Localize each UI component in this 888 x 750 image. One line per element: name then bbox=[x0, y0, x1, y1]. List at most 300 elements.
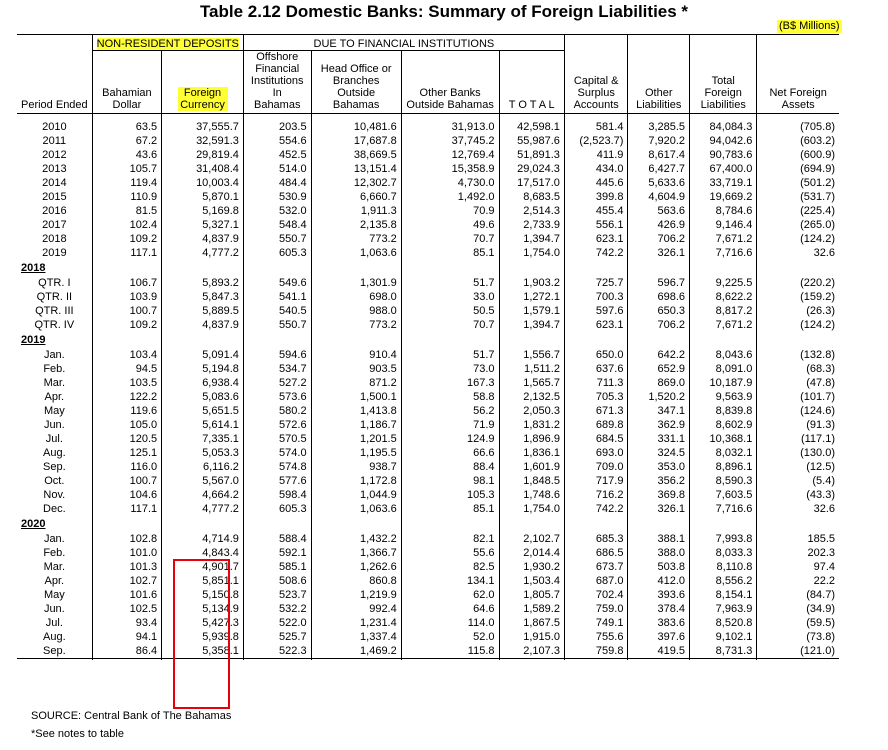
value-cell: 326.1 bbox=[628, 502, 690, 516]
value-cell: 5,427.3 bbox=[162, 616, 244, 630]
value-cell: 4,901.7 bbox=[162, 560, 244, 574]
value-cell: 94.5 bbox=[92, 362, 161, 376]
table-row bbox=[17, 348, 839, 362]
value-cell: 116.0 bbox=[92, 460, 161, 474]
table-row bbox=[17, 616, 839, 630]
value-cell: 105.3 bbox=[401, 488, 499, 502]
value-cell: 167.3 bbox=[401, 376, 499, 390]
value-cell: 388.1 bbox=[628, 532, 690, 546]
value-cell: (225.4) bbox=[757, 204, 839, 218]
value-cell: 67,400.0 bbox=[690, 162, 757, 176]
table-row bbox=[17, 390, 839, 404]
value-cell: 362.9 bbox=[628, 418, 690, 432]
period-cell: 2011 bbox=[42, 135, 67, 147]
value-cell: 86.4 bbox=[92, 644, 161, 659]
value-cell: 120.5 bbox=[92, 432, 161, 446]
value-cell: 97.4 bbox=[757, 560, 839, 574]
value-cell: 684.5 bbox=[564, 432, 628, 446]
value-cell: 29,024.3 bbox=[499, 162, 564, 176]
value-cell: 860.8 bbox=[311, 574, 401, 588]
value-cell: 5,614.1 bbox=[162, 418, 244, 432]
period-cell: QTR. IV bbox=[34, 319, 75, 331]
col-header: Net Foreign Assets bbox=[757, 51, 839, 114]
value-cell: 102.7 bbox=[92, 574, 161, 588]
value-cell: 8,556.2 bbox=[690, 574, 757, 588]
value-cell: 49.6 bbox=[401, 218, 499, 232]
value-cell: 7,671.2 bbox=[690, 232, 757, 246]
value-cell: 1,579.1 bbox=[499, 304, 564, 318]
period-cell: May bbox=[43, 589, 65, 601]
value-cell: 1,231.4 bbox=[311, 616, 401, 630]
value-cell: 33,719.1 bbox=[690, 176, 757, 190]
value-cell: 51.7 bbox=[401, 348, 499, 362]
value-cell: 12,769.4 bbox=[401, 148, 499, 162]
value-cell: 7,963.9 bbox=[690, 602, 757, 616]
value-cell: 650.3 bbox=[628, 304, 690, 318]
value-cell: 5,567.0 bbox=[162, 474, 244, 488]
value-cell: 8,032.1 bbox=[690, 446, 757, 460]
value-cell: 8,839.8 bbox=[690, 404, 757, 418]
value-cell: (101.7) bbox=[757, 390, 839, 404]
value-cell: 550.7 bbox=[243, 232, 311, 246]
group-header-nonresident: NON-RESIDENT DEPOSITS bbox=[96, 38, 239, 50]
value-cell: 1,915.0 bbox=[499, 630, 564, 644]
value-cell: 4,714.9 bbox=[162, 532, 244, 546]
value-cell: 7,993.8 bbox=[690, 532, 757, 546]
period-cell: Nov. bbox=[43, 489, 66, 501]
value-cell: 32,591.3 bbox=[162, 134, 244, 148]
value-cell: 702.4 bbox=[564, 588, 628, 602]
section-label: 2019 bbox=[21, 334, 46, 346]
value-cell: 426.9 bbox=[628, 218, 690, 232]
table-body bbox=[17, 120, 839, 660]
period-cell: 2016 bbox=[42, 205, 67, 217]
table-row bbox=[17, 602, 839, 616]
table-row bbox=[17, 232, 839, 246]
value-cell: 1,492.0 bbox=[401, 190, 499, 204]
value-cell: 1,394.7 bbox=[499, 232, 564, 246]
value-cell: 5,633.6 bbox=[628, 176, 690, 190]
value-cell: 514.0 bbox=[243, 162, 311, 176]
value-cell: (43.3) bbox=[757, 488, 839, 502]
col-header: T O T A L bbox=[499, 51, 564, 114]
value-cell: 31,408.4 bbox=[162, 162, 244, 176]
value-cell: 8,091.0 bbox=[690, 362, 757, 376]
table-row bbox=[17, 502, 839, 516]
value-cell: 1,848.5 bbox=[499, 474, 564, 488]
value-cell: 605.3 bbox=[243, 246, 311, 260]
value-cell: 94.1 bbox=[92, 630, 161, 644]
value-cell: 378.4 bbox=[628, 602, 690, 616]
table-row bbox=[17, 362, 839, 376]
period-cell: 2019 bbox=[42, 247, 67, 259]
value-cell: 717.9 bbox=[564, 474, 628, 488]
value-cell: 383.6 bbox=[628, 616, 690, 630]
value-cell: 705.3 bbox=[564, 390, 628, 404]
value-cell: 650.0 bbox=[564, 348, 628, 362]
value-cell: 1,366.7 bbox=[311, 546, 401, 560]
value-cell: 1,903.2 bbox=[499, 276, 564, 290]
value-cell: 29,819.4 bbox=[162, 148, 244, 162]
table-row bbox=[17, 190, 839, 204]
value-cell: 32.6 bbox=[757, 246, 839, 260]
value-cell: 203.5 bbox=[243, 120, 311, 134]
table-row bbox=[17, 446, 839, 460]
period-cell: Sep. bbox=[43, 461, 66, 473]
table-row bbox=[17, 276, 839, 290]
value-cell: 759.0 bbox=[564, 602, 628, 616]
value-cell: (124.2) bbox=[757, 232, 839, 246]
period-cell: 2012 bbox=[42, 149, 67, 161]
value-cell: 5,169.8 bbox=[162, 204, 244, 218]
value-cell: 525.7 bbox=[243, 630, 311, 644]
value-cell: (130.0) bbox=[757, 446, 839, 460]
table-row bbox=[17, 304, 839, 318]
value-cell: 871.2 bbox=[311, 376, 401, 390]
value-cell: 90,783.6 bbox=[690, 148, 757, 162]
value-cell: (265.0) bbox=[757, 218, 839, 232]
value-cell: 5,358.1 bbox=[162, 644, 244, 659]
period-cell: Jul. bbox=[45, 433, 63, 445]
value-cell: 508.6 bbox=[243, 574, 311, 588]
period-cell: Feb. bbox=[43, 363, 66, 375]
value-cell: 2,132.5 bbox=[499, 390, 564, 404]
value-cell: 698.6 bbox=[628, 290, 690, 304]
value-cell: 1,413.8 bbox=[311, 404, 401, 418]
value-cell: 687.0 bbox=[564, 574, 628, 588]
value-cell: 903.5 bbox=[311, 362, 401, 376]
value-cell: 570.5 bbox=[243, 432, 311, 446]
value-cell: 17,687.8 bbox=[311, 134, 401, 148]
value-cell: 8,154.1 bbox=[690, 588, 757, 602]
value-cell: 102.4 bbox=[92, 218, 161, 232]
table-row bbox=[17, 644, 839, 659]
value-cell: 106.7 bbox=[92, 276, 161, 290]
value-cell: 7,335.1 bbox=[162, 432, 244, 446]
value-cell: (59.5) bbox=[757, 616, 839, 630]
value-cell: 1,754.0 bbox=[499, 246, 564, 260]
period-cell: Mar. bbox=[43, 377, 66, 389]
period-cell: Aug. bbox=[43, 447, 66, 459]
table-title: Table 2.12 Domestic Banks: Summary of Foreign Liabilities * bbox=[199, 2, 689, 21]
value-cell: 598.4 bbox=[243, 488, 311, 502]
value-cell: 393.6 bbox=[628, 588, 690, 602]
value-cell: 588.4 bbox=[243, 532, 311, 546]
value-cell: 689.8 bbox=[564, 418, 628, 432]
col-header: Period Ended bbox=[17, 51, 92, 114]
value-cell: 755.6 bbox=[564, 630, 628, 644]
col-header: Offshore Financial Institutions In Bahamas bbox=[243, 51, 311, 114]
value-cell: 1,867.5 bbox=[499, 616, 564, 630]
value-cell: 58.8 bbox=[401, 390, 499, 404]
period-cell: Oct. bbox=[44, 475, 65, 487]
value-cell: (34.9) bbox=[757, 602, 839, 616]
value-cell: 1,500.1 bbox=[311, 390, 401, 404]
value-cell: 50.5 bbox=[401, 304, 499, 318]
value-cell: 5,651.5 bbox=[162, 404, 244, 418]
value-cell: 2,514.3 bbox=[499, 204, 564, 218]
value-cell: 66.6 bbox=[401, 446, 499, 460]
table-row bbox=[17, 560, 839, 574]
value-cell: (531.7) bbox=[757, 190, 839, 204]
value-cell: 37,745.2 bbox=[401, 134, 499, 148]
header-group-row bbox=[17, 35, 839, 51]
value-cell: 988.0 bbox=[311, 304, 401, 318]
value-cell: 326.1 bbox=[628, 246, 690, 260]
value-cell: 93.4 bbox=[92, 616, 161, 630]
value-cell: 434.0 bbox=[564, 162, 628, 176]
value-cell: 455.4 bbox=[564, 204, 628, 218]
period-cell: Feb. bbox=[43, 547, 66, 559]
period-cell: Apr. bbox=[44, 575, 65, 587]
value-cell: 1,911.3 bbox=[311, 204, 401, 218]
value-cell: 399.8 bbox=[564, 190, 628, 204]
value-cell: 2,733.9 bbox=[499, 218, 564, 232]
value-cell: 563.6 bbox=[628, 204, 690, 218]
value-cell: 572.6 bbox=[243, 418, 311, 432]
value-cell: 759.8 bbox=[564, 644, 628, 659]
value-cell: (91.3) bbox=[757, 418, 839, 432]
period-cell: Jan. bbox=[43, 533, 65, 545]
table-row bbox=[17, 218, 839, 232]
value-cell: 9,102.1 bbox=[690, 630, 757, 644]
value-cell: 1,896.9 bbox=[499, 432, 564, 446]
value-cell: 706.2 bbox=[628, 232, 690, 246]
value-cell: 7,716.6 bbox=[690, 502, 757, 516]
period-cell: Sep. bbox=[43, 645, 66, 657]
table-end-row bbox=[17, 659, 839, 661]
value-cell: 530.9 bbox=[243, 190, 311, 204]
value-cell: 773.2 bbox=[311, 318, 401, 332]
value-cell: 2,102.7 bbox=[499, 532, 564, 546]
value-cell: 585.1 bbox=[243, 560, 311, 574]
section-header-row bbox=[17, 332, 839, 348]
value-cell: 1,394.7 bbox=[499, 318, 564, 332]
value-cell: 1,930.2 bbox=[499, 560, 564, 574]
value-cell: 5,053.3 bbox=[162, 446, 244, 460]
value-cell: 1,172.8 bbox=[311, 474, 401, 488]
value-cell: 125.1 bbox=[92, 446, 161, 460]
value-cell: 70.7 bbox=[401, 318, 499, 332]
value-cell: 10,368.1 bbox=[690, 432, 757, 446]
value-cell: 541.1 bbox=[243, 290, 311, 304]
value-cell: (12.5) bbox=[757, 460, 839, 474]
value-cell: 10,481.6 bbox=[311, 120, 401, 134]
table-row bbox=[17, 546, 839, 560]
table-row bbox=[17, 120, 839, 134]
value-cell: 9,146.4 bbox=[690, 218, 757, 232]
value-cell: 119.6 bbox=[92, 404, 161, 418]
value-cell: 594.6 bbox=[243, 348, 311, 362]
value-cell: (5.4) bbox=[757, 474, 839, 488]
value-cell: 8,033.3 bbox=[690, 546, 757, 560]
section-label: 2018 bbox=[21, 262, 46, 274]
value-cell: 445.6 bbox=[564, 176, 628, 190]
value-cell: 6,938.4 bbox=[162, 376, 244, 390]
table-row bbox=[17, 488, 839, 502]
value-cell: 534.7 bbox=[243, 362, 311, 376]
value-cell: 42,598.1 bbox=[499, 120, 564, 134]
value-cell: 1,469.2 bbox=[311, 644, 401, 659]
value-cell: 8,683.5 bbox=[499, 190, 564, 204]
table-row bbox=[17, 376, 839, 390]
value-cell: (159.2) bbox=[757, 290, 839, 304]
value-cell: 773.2 bbox=[311, 232, 401, 246]
value-cell: 742.2 bbox=[564, 246, 628, 260]
value-cell: (68.3) bbox=[757, 362, 839, 376]
value-cell: 15,358.9 bbox=[401, 162, 499, 176]
value-cell: 6,116.2 bbox=[162, 460, 244, 474]
value-cell: 88.4 bbox=[401, 460, 499, 474]
value-cell: 527.2 bbox=[243, 376, 311, 390]
value-cell: 56.2 bbox=[401, 404, 499, 418]
value-cell: 5,091.4 bbox=[162, 348, 244, 362]
value-cell: 1,748.6 bbox=[499, 488, 564, 502]
col-header: Bahamian Dollar bbox=[92, 51, 161, 114]
value-cell: 202.3 bbox=[757, 546, 839, 560]
section-header-row bbox=[17, 260, 839, 276]
value-cell: 549.6 bbox=[243, 276, 311, 290]
value-cell: (47.8) bbox=[757, 376, 839, 390]
value-cell: (121.0) bbox=[757, 644, 839, 659]
col-header: Total Foreign Liabilities bbox=[690, 51, 757, 114]
value-cell: 8,602.9 bbox=[690, 418, 757, 432]
value-cell: 1,601.9 bbox=[499, 460, 564, 474]
table-row bbox=[17, 176, 839, 190]
value-cell: 592.1 bbox=[243, 546, 311, 560]
table-row bbox=[17, 432, 839, 446]
value-cell: 103.9 bbox=[92, 290, 161, 304]
value-cell: 85.1 bbox=[401, 502, 499, 516]
value-cell: 1,754.0 bbox=[499, 502, 564, 516]
value-cell: 331.1 bbox=[628, 432, 690, 446]
value-cell: (603.2) bbox=[757, 134, 839, 148]
value-cell: 101.6 bbox=[92, 588, 161, 602]
value-cell: 1,805.7 bbox=[499, 588, 564, 602]
value-cell: 548.4 bbox=[243, 218, 311, 232]
value-cell: 623.1 bbox=[564, 232, 628, 246]
value-cell: 550.7 bbox=[243, 318, 311, 332]
value-cell: 4,604.9 bbox=[628, 190, 690, 204]
value-cell: 597.6 bbox=[564, 304, 628, 318]
value-cell: 10,187.9 bbox=[690, 376, 757, 390]
value-cell: 522.3 bbox=[243, 644, 311, 659]
value-cell: 596.7 bbox=[628, 276, 690, 290]
value-cell: 64.6 bbox=[401, 602, 499, 616]
value-cell: 1,520.2 bbox=[628, 390, 690, 404]
value-cell: 109.2 bbox=[92, 318, 161, 332]
value-cell: 119.4 bbox=[92, 176, 161, 190]
value-cell: 673.7 bbox=[564, 560, 628, 574]
value-cell: 706.2 bbox=[628, 318, 690, 332]
value-cell: 8,520.8 bbox=[690, 616, 757, 630]
group-header-due: DUE TO FINANCIAL INSTITUTIONS bbox=[313, 38, 495, 50]
period-cell: 2014 bbox=[42, 177, 67, 189]
value-cell: 347.1 bbox=[628, 404, 690, 418]
period-cell: May bbox=[43, 405, 65, 417]
value-cell: 1,201.5 bbox=[311, 432, 401, 446]
period-cell: Jan. bbox=[43, 349, 65, 361]
value-cell: 31,913.0 bbox=[401, 120, 499, 134]
period-cell: 2018 bbox=[42, 233, 67, 245]
value-cell: 580.2 bbox=[243, 404, 311, 418]
value-cell: 1,195.5 bbox=[311, 446, 401, 460]
source-note: SOURCE: Central Bank of The Bahamas bbox=[31, 710, 232, 722]
value-cell: 605.3 bbox=[243, 502, 311, 516]
value-cell: 70.9 bbox=[401, 204, 499, 218]
value-cell: 114.0 bbox=[401, 616, 499, 630]
period-cell: 2013 bbox=[42, 163, 67, 175]
value-cell: 55,987.6 bbox=[499, 134, 564, 148]
value-cell: (220.2) bbox=[757, 276, 839, 290]
value-cell: 51.7 bbox=[401, 276, 499, 290]
value-cell: 2,107.3 bbox=[499, 644, 564, 659]
col-header: Other Liabilities bbox=[628, 51, 690, 114]
value-cell: 1,432.2 bbox=[311, 532, 401, 546]
value-cell: 103.4 bbox=[92, 348, 161, 362]
value-cell: 532.2 bbox=[243, 602, 311, 616]
value-cell: 134.1 bbox=[401, 574, 499, 588]
table-row bbox=[17, 134, 839, 148]
value-cell: 73.0 bbox=[401, 362, 499, 376]
value-cell: 101.3 bbox=[92, 560, 161, 574]
value-cell: 4,730.0 bbox=[401, 176, 499, 190]
value-cell: 5,893.2 bbox=[162, 276, 244, 290]
value-cell: 412.0 bbox=[628, 574, 690, 588]
col-header: Foreign Currency bbox=[162, 51, 244, 114]
value-cell: 5,327.1 bbox=[162, 218, 244, 232]
value-cell: 2,014.4 bbox=[499, 546, 564, 560]
value-cell: 17,517.0 bbox=[499, 176, 564, 190]
value-cell: 5,889.5 bbox=[162, 304, 244, 318]
value-cell: 1,337.4 bbox=[311, 630, 401, 644]
period-cell: Jun. bbox=[43, 603, 65, 615]
table-row bbox=[17, 460, 839, 474]
value-cell: 1,589.2 bbox=[499, 602, 564, 616]
value-cell: 992.4 bbox=[311, 602, 401, 616]
value-cell: 411.9 bbox=[564, 148, 628, 162]
value-cell: 4,843.4 bbox=[162, 546, 244, 560]
value-cell: 4,837.9 bbox=[162, 318, 244, 332]
value-cell: 686.5 bbox=[564, 546, 628, 560]
value-cell: 37,555.7 bbox=[162, 120, 244, 134]
value-cell: 124.9 bbox=[401, 432, 499, 446]
value-cell: 1,262.6 bbox=[311, 560, 401, 574]
value-cell: 71.9 bbox=[401, 418, 499, 432]
value-cell: 7,603.5 bbox=[690, 488, 757, 502]
value-cell: 8,617.4 bbox=[628, 148, 690, 162]
value-cell: 5,083.6 bbox=[162, 390, 244, 404]
table-row bbox=[17, 162, 839, 176]
value-cell: 5,150.8 bbox=[162, 588, 244, 602]
value-cell: (73.8) bbox=[757, 630, 839, 644]
value-cell: 693.0 bbox=[564, 446, 628, 460]
period-cell: Apr. bbox=[44, 391, 65, 403]
value-cell: 484.4 bbox=[243, 176, 311, 190]
value-cell: 938.7 bbox=[311, 460, 401, 474]
value-cell: (600.9) bbox=[757, 148, 839, 162]
section-header-row bbox=[17, 516, 839, 532]
value-cell: 100.7 bbox=[92, 474, 161, 488]
value-cell: 1,272.1 bbox=[499, 290, 564, 304]
value-cell: 4,837.9 bbox=[162, 232, 244, 246]
col-header: Head Office or Branches Outside Bahamas bbox=[311, 51, 401, 114]
footnote: *See notes to table bbox=[31, 728, 124, 740]
value-cell: 102.5 bbox=[92, 602, 161, 616]
value-cell: 1,503.4 bbox=[499, 574, 564, 588]
value-cell: 110.9 bbox=[92, 190, 161, 204]
value-cell: 38,669.5 bbox=[311, 148, 401, 162]
